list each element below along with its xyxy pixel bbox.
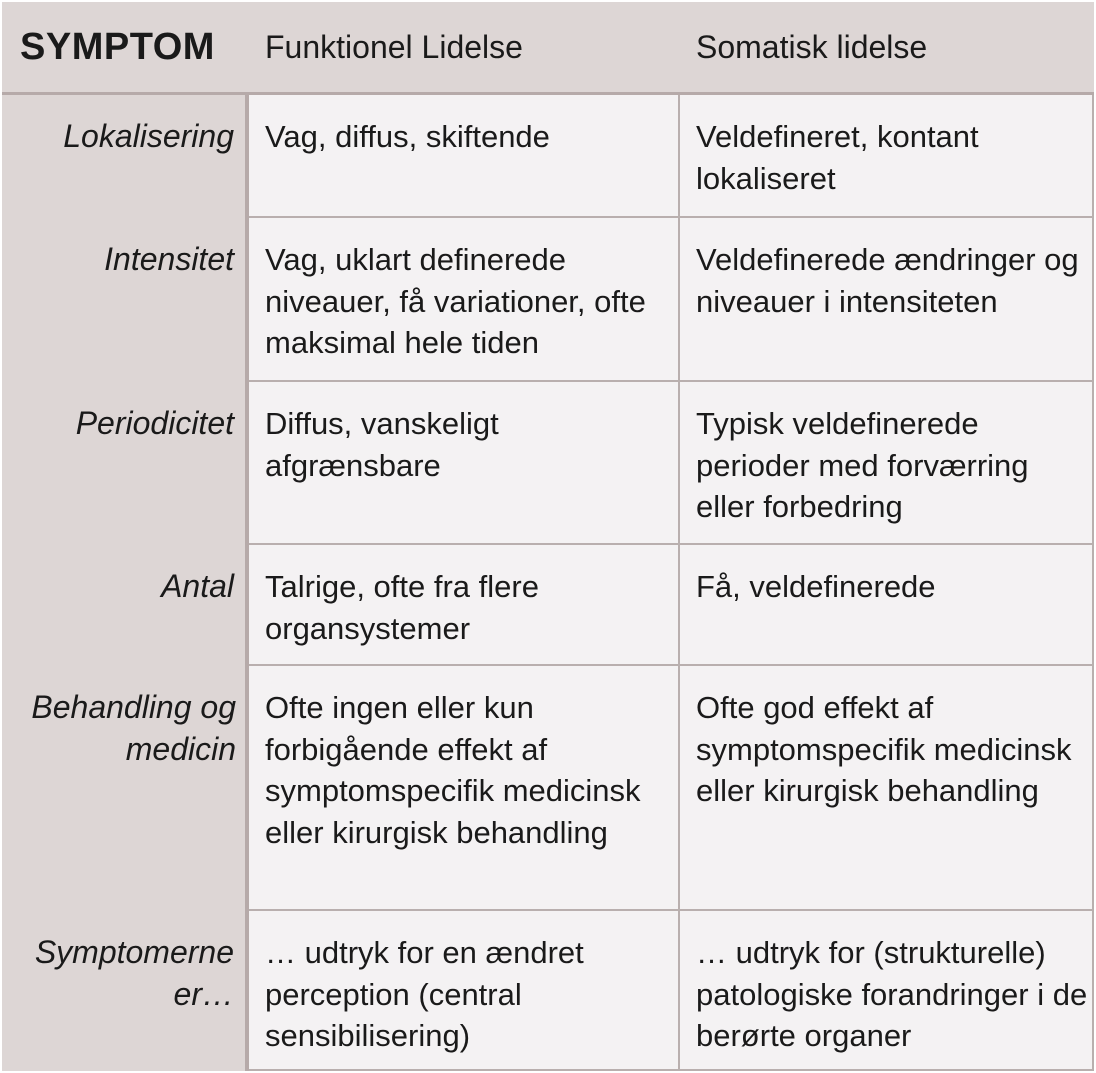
row-label: Behandling og medicin (31, 689, 236, 767)
row-label: Antal (161, 568, 234, 604)
functional-cell: … udtryk for en ændret perception (central sensibilisering) (265, 935, 584, 1053)
somatic-cell: Veldefineret, kontant lokaliseret (696, 119, 979, 196)
row-label: Lokalisering (63, 118, 234, 154)
table-row (2, 911, 1094, 1069)
functional-cell: Ofte ingen eller kun forbigående effekt af symptomspecifik medicinsk eller kirurgisk behandling (265, 690, 641, 850)
right-border (1092, 95, 1094, 1071)
table-header (2, 2, 1094, 95)
comparison-table (2, 2, 1094, 1071)
header-somatic: Somatisk lidelse (696, 28, 928, 65)
row-label: Periodicitet (75, 405, 234, 441)
row-label: Intensitet (104, 241, 234, 277)
functional-cell: Vag, diffus, skiftende (265, 119, 550, 154)
somatic-cell: … udtryk for (strukturelle) patologiske forandringer i de berørte organer (696, 935, 1088, 1053)
table-row (2, 218, 1094, 380)
column-divider (678, 95, 680, 1071)
functional-cell: Talrige, ofte fra flere organsystemer (265, 569, 539, 646)
header-functional: Funktionel Lidelse (265, 28, 523, 65)
row-label: Symptomerne er… (34, 934, 234, 1012)
somatic-cell: Typisk veldefinerede perioder med forværring eller forbedring (696, 406, 1029, 524)
functional-cell: Diffus, vanskeligt afgrænsbare (265, 406, 499, 483)
header-symptom: SYMPTOM (20, 25, 215, 68)
somatic-cell: Få, veldefinerede (696, 569, 936, 604)
functional-cell: Vag, uklart definerede niveauer, få variationer, ofte maksimal hele tiden (265, 242, 646, 360)
table-row (2, 666, 1094, 909)
table-row (2, 382, 1094, 543)
somatic-cell: Ofte god effekt af symptomspecifik medicinsk eller kirurgisk behandling (696, 690, 1072, 808)
bottom-border (249, 1069, 1094, 1071)
table-row (2, 95, 1094, 216)
table-row (2, 545, 1094, 664)
somatic-cell: Veldefinerede ændringer og niveauer i intensiteten (696, 242, 1079, 319)
